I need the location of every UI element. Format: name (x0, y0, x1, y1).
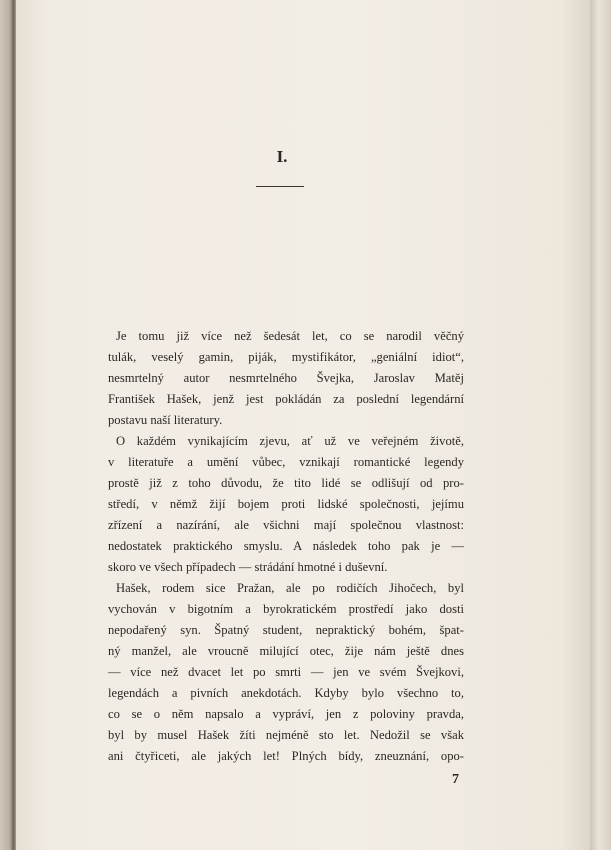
text-line: Je tomu již více než šedesát let, co se narodil věčný (116, 329, 464, 343)
text-line: František Hašek, jenž jest pokládán za poslední legendární (108, 392, 464, 406)
paragraph (108, 326, 464, 431)
text-line: prostě již z toho důvodu, že tito lidé se odlišují od pro- (108, 476, 464, 490)
text-line: zřízení a nazírání, ale všichni mají společnou vlastnost: (108, 518, 464, 532)
text-line: ný manžel, ale vroucně milující otec, žije nám ještě dnes (108, 644, 464, 658)
page-number: 7 (452, 772, 459, 787)
heading-rule (256, 186, 304, 187)
text-line: byl by musel Hašek žíti nejméně sto let. Nedožil se však (108, 728, 464, 742)
text-line: v literatuře a umění vůbec, vznikají romantické legendy (108, 455, 464, 469)
text-line: nedostatek praktického smyslu. A následek toho pak je — (108, 539, 464, 553)
text-line: — více než dvacet let po smrti — jen ve svém Švejkovi, (108, 665, 464, 679)
text-line: tulák, veselý gamin, piják, mystifikátor, „geniální idiot“, (108, 350, 464, 364)
text-line: středí, v němž žijí bojem proti lidské společnosti, jejímu (108, 497, 464, 511)
paragraph (108, 431, 464, 578)
book-gutter (0, 0, 16, 850)
text-line: ani čtyřiceti, ale jakých let! Plných bídy, zneuznání, opo- (108, 749, 464, 763)
text-line: Hašek, rodem sice Pražan, ale po rodičích Jihočech, byl (116, 581, 464, 595)
text-line: postavu naší literatury. (108, 413, 223, 427)
text-line: O každém vynikajícím zjevu, ať už ve veřejném životě, (116, 434, 464, 448)
text-line: vychován v bigotním a byrokratickém prostředí jako dosti (108, 602, 464, 616)
text-line: nesmrtelný autor nesmrtelného Švejka, Jaroslav Matěj (108, 371, 464, 385)
text-line: co se o něm napsalo a vypráví, jen z poloviny pravda, (108, 707, 464, 721)
text-line: skoro ve všech případech — strádání hmotné i duševní. (108, 560, 388, 574)
body-text (108, 326, 464, 767)
text-line: nepodařený syn. Špatný student, nepraktický bohém, špat- (108, 623, 464, 637)
paragraph (108, 578, 464, 767)
page-edge (590, 0, 611, 850)
chapter-heading: I. (276, 147, 288, 166)
text-line: legendách a pivních anekdotách. Kdyby bylo všechno to, (108, 686, 464, 700)
